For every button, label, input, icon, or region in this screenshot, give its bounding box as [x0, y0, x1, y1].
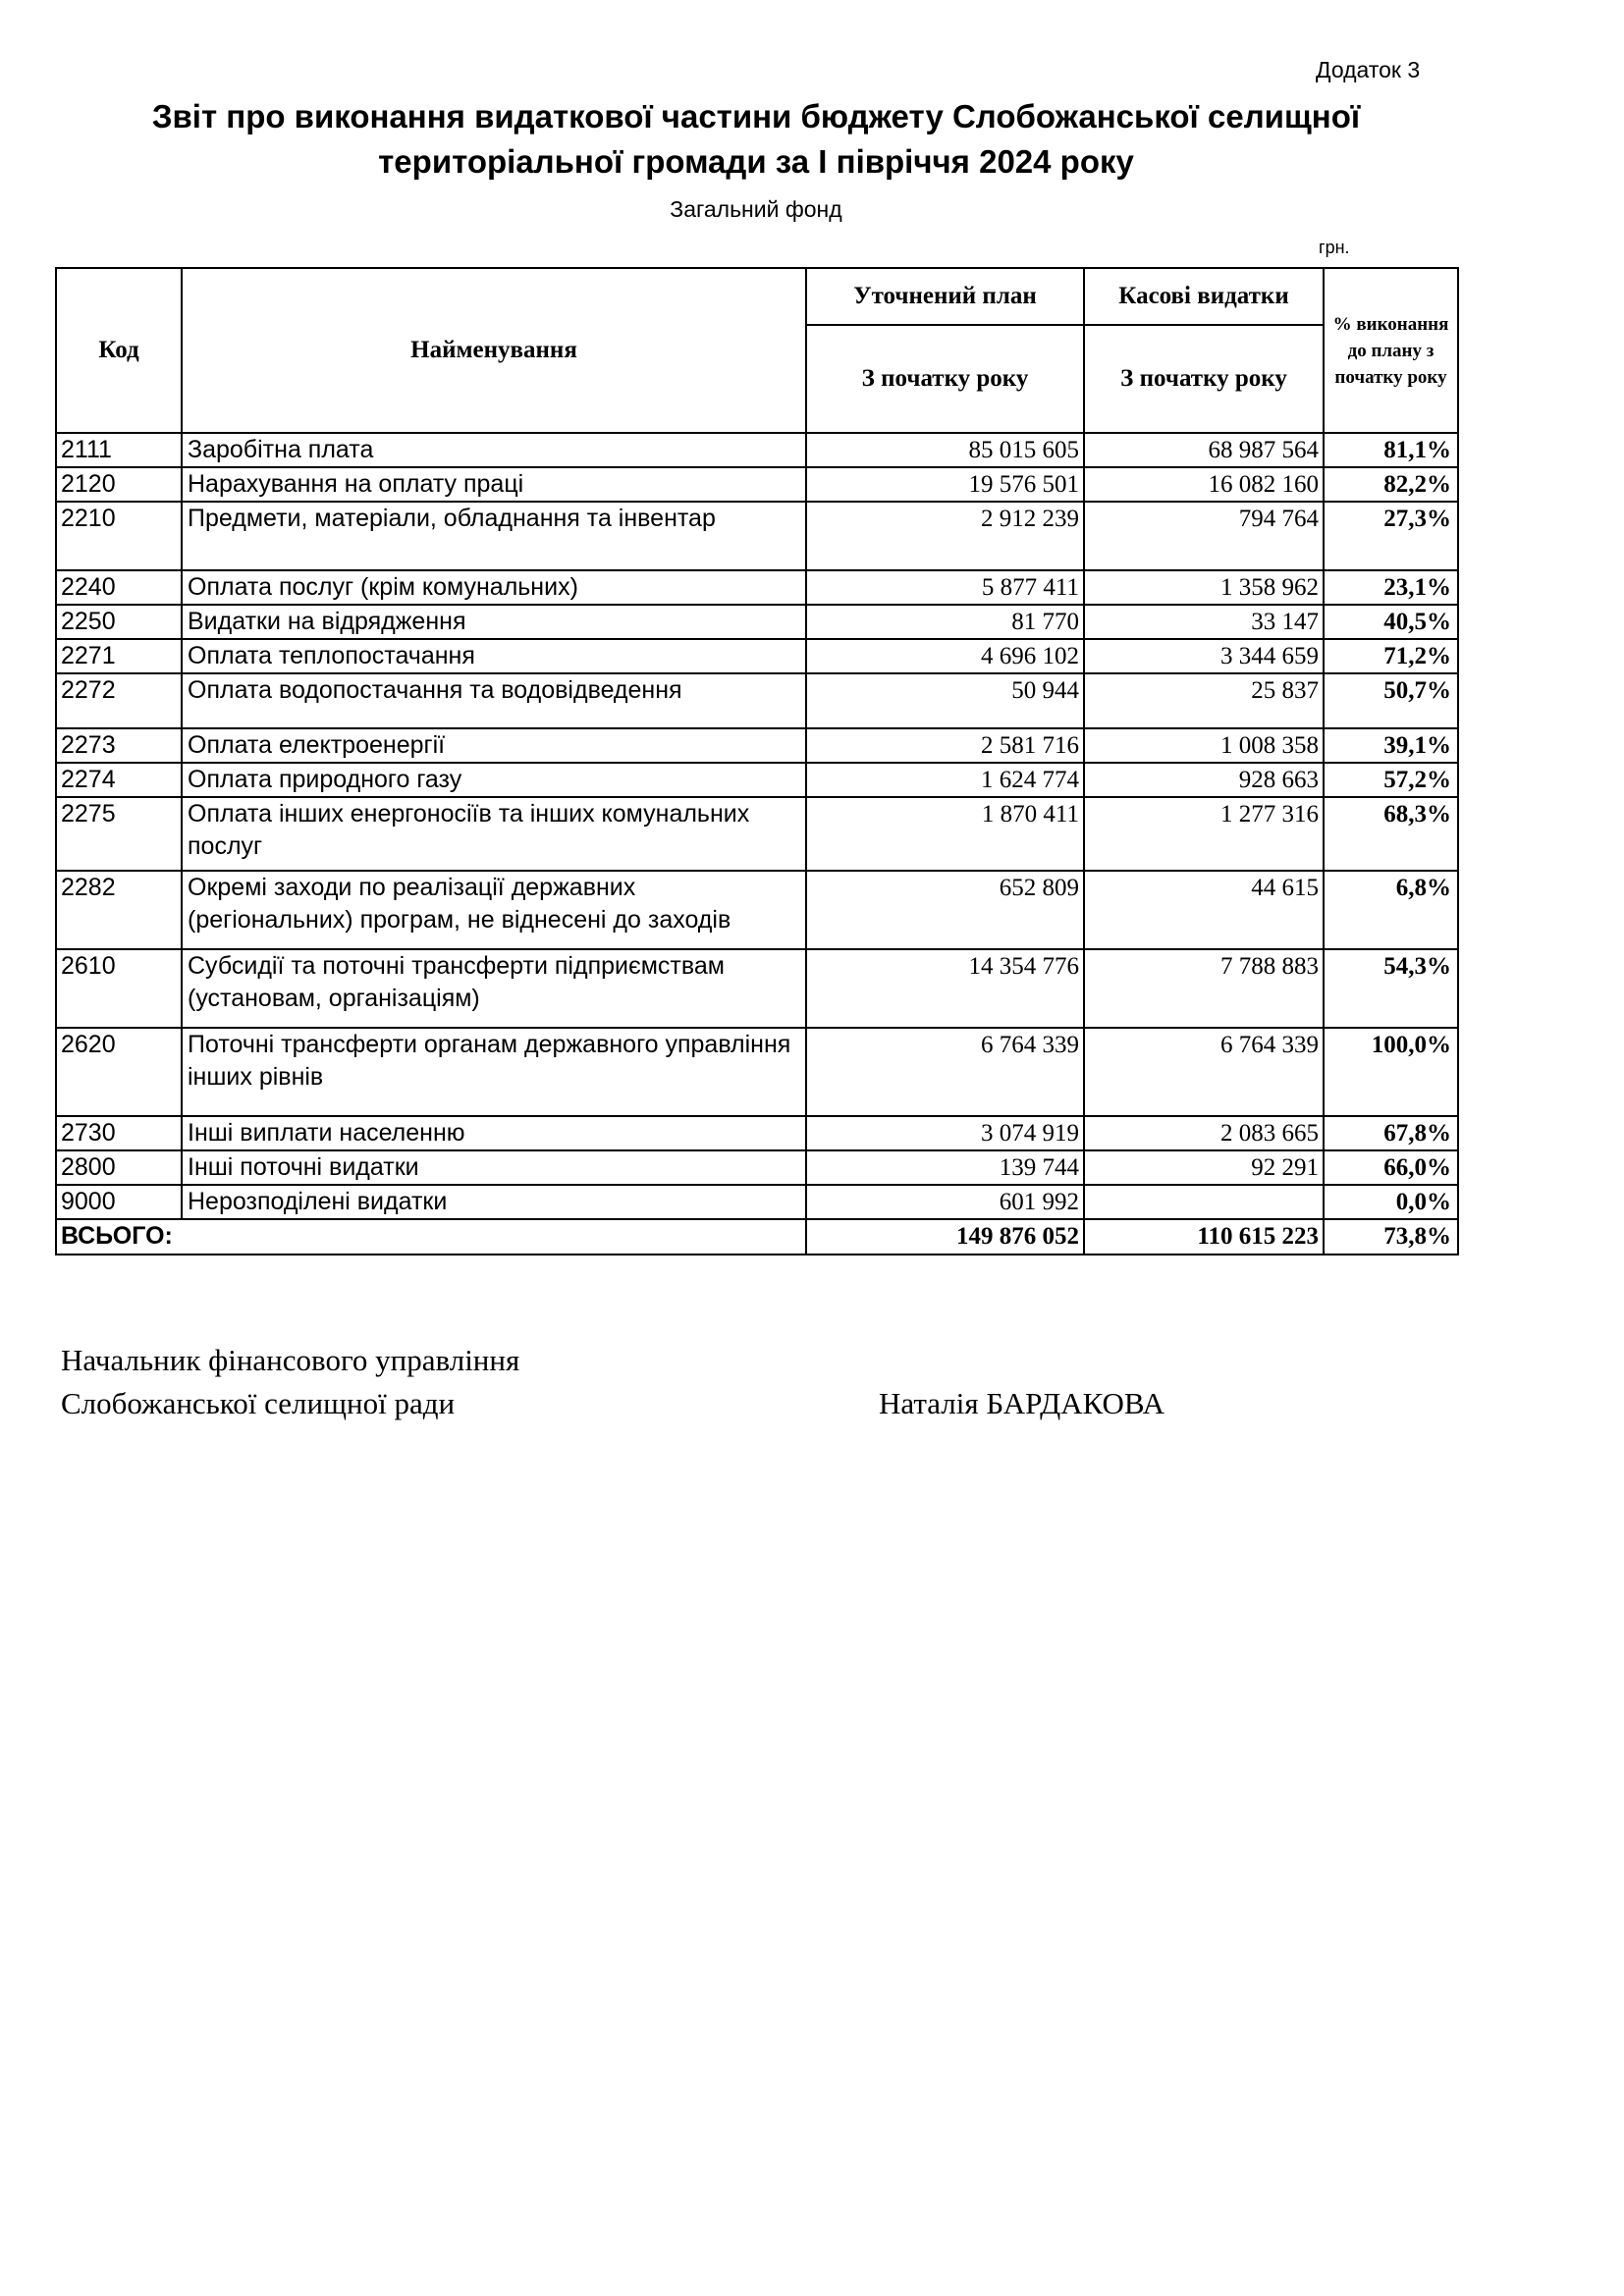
row-name: Предмети, матеріали, обладнання та інвентар — [182, 502, 806, 570]
signature-position — [61, 1339, 519, 1425]
row-code: 2120 — [56, 467, 182, 502]
row-plan: 5 877 411 — [806, 570, 1084, 605]
row-code: 2250 — [56, 605, 182, 639]
row-spent: 33 147 — [1084, 605, 1324, 639]
total-row — [56, 1219, 1458, 1255]
row-plan: 652 809 — [806, 871, 1084, 949]
row-percent: 40,5% — [1324, 605, 1458, 639]
signature-line-1: Начальник фінансового управління — [61, 1343, 520, 1377]
row-name: Нарахування на оплату праці — [182, 467, 806, 502]
row-percent: 100,0% — [1324, 1028, 1458, 1116]
table-row — [56, 605, 1458, 639]
table-row — [56, 467, 1458, 502]
currency-unit: грн. — [1319, 238, 1350, 257]
row-percent: 57,2% — [1324, 763, 1458, 797]
row-spent: 928 663 — [1084, 763, 1324, 797]
row-plan: 3 074 919 — [806, 1116, 1084, 1150]
fund-label: Загальний фонд — [670, 196, 842, 222]
row-code: 2282 — [56, 871, 182, 949]
row-name: Оплата електроенергії — [182, 728, 806, 763]
row-percent: 50,7% — [1324, 673, 1458, 728]
row-code: 2274 — [56, 763, 182, 797]
row-spent: 1 358 962 — [1084, 570, 1324, 605]
row-percent: 82,2% — [1324, 467, 1458, 502]
row-percent: 68,3% — [1324, 797, 1458, 871]
row-name: Заробітна плата — [182, 433, 806, 467]
row-name: Оплата теплопостачання — [182, 639, 806, 673]
row-code: 2272 — [56, 673, 182, 728]
row-percent: 6,8% — [1324, 871, 1458, 949]
row-plan: 2 912 239 — [806, 502, 1084, 570]
table-body — [56, 433, 1458, 1219]
table-row — [56, 1185, 1458, 1219]
header-plan-sub: З початку року — [806, 325, 1084, 433]
header-spent-sub: З початку року — [1084, 325, 1324, 433]
row-name: Оплата послуг (крім комунальних) — [182, 570, 806, 605]
signature-line-2: Слобожанської селищної ради — [61, 1386, 456, 1420]
table-row — [56, 502, 1458, 570]
row-plan: 19 576 501 — [806, 467, 1084, 502]
row-percent: 39,1% — [1324, 728, 1458, 763]
header-code: Код — [56, 268, 182, 433]
row-percent: 66,0% — [1324, 1150, 1458, 1185]
row-plan: 1 870 411 — [806, 797, 1084, 871]
row-code: 2271 — [56, 639, 182, 673]
table-row — [56, 433, 1458, 467]
row-spent: 1 008 358 — [1084, 728, 1324, 763]
row-name: Інші поточні видатки — [182, 1150, 806, 1185]
row-name: Оплата водопостачання та водовідведення — [182, 673, 806, 728]
row-percent: 71,2% — [1324, 639, 1458, 673]
header-spent: Касові видатки — [1084, 268, 1324, 325]
table-row — [56, 949, 1458, 1028]
row-name: Оплата природного газу — [182, 763, 806, 797]
table-row — [56, 1150, 1458, 1185]
row-spent: 25 837 — [1084, 673, 1324, 728]
row-name: Нерозподілені видатки — [182, 1185, 806, 1219]
total-plan: 149 876 052 — [806, 1219, 1084, 1255]
row-plan: 85 015 605 — [806, 433, 1084, 467]
table-row — [56, 763, 1458, 797]
title-line-1: Звіт про виконання видаткової частини бюджету Слобожанської селищної — [151, 98, 1361, 134]
row-plan: 2 581 716 — [806, 728, 1084, 763]
expenditure-table — [55, 267, 1459, 1255]
row-name: Видатки на відрядження — [182, 605, 806, 639]
row-percent: 54,3% — [1324, 949, 1458, 1028]
row-plan: 81 770 — [806, 605, 1084, 639]
row-spent: 7 788 883 — [1084, 949, 1324, 1028]
row-code: 2240 — [56, 570, 182, 605]
row-spent: 92 291 — [1084, 1150, 1324, 1185]
row-plan: 14 354 776 — [806, 949, 1084, 1028]
table-row — [56, 639, 1458, 673]
row-percent: 0,0% — [1324, 1185, 1458, 1219]
title-line-2: територіальної громади за І півріччя 2024 року — [378, 143, 1134, 180]
row-name: Поточні трансферти органам державного управління інших рівнів — [182, 1028, 806, 1116]
row-percent: 67,8% — [1324, 1116, 1458, 1150]
row-spent: 16 082 160 — [1084, 467, 1324, 502]
row-code: 9000 — [56, 1185, 182, 1219]
table-row — [56, 1116, 1458, 1150]
row-code: 2730 — [56, 1116, 182, 1150]
total-percent: 73,8% — [1324, 1219, 1458, 1255]
row-percent: 81,1% — [1324, 433, 1458, 467]
row-plan: 4 696 102 — [806, 639, 1084, 673]
annex-label: Додаток 3 — [1316, 57, 1421, 82]
table-row — [56, 1028, 1458, 1116]
row-spent — [1084, 1185, 1324, 1219]
row-spent: 794 764 — [1084, 502, 1324, 570]
row-percent: 23,1% — [1324, 570, 1458, 605]
row-name: Оплата інших енергоносіїв та інших комунальних послуг — [182, 797, 806, 871]
total-label: ВСЬОГО: — [56, 1219, 806, 1255]
header-plan: Уточнений план — [806, 268, 1084, 325]
row-spent: 2 083 665 — [1084, 1116, 1324, 1150]
row-code: 2610 — [56, 949, 182, 1028]
row-name: Субсидії та поточні трансферти підприємствам (установам, організаціям) — [182, 949, 806, 1028]
row-spent: 3 344 659 — [1084, 639, 1324, 673]
row-plan: 1 624 774 — [806, 763, 1084, 797]
row-percent: 27,3% — [1324, 502, 1458, 570]
row-spent: 44 615 — [1084, 871, 1324, 949]
row-code: 2275 — [56, 797, 182, 871]
row-spent: 68 987 564 — [1084, 433, 1324, 467]
row-name: Інші виплати населенню — [182, 1116, 806, 1150]
row-name: Окремі заходи по реалізації державних (регіональних) програм, не віднесені до заходів — [182, 871, 806, 949]
row-spent: 1 277 316 — [1084, 797, 1324, 871]
row-plan: 6 764 339 — [806, 1028, 1084, 1116]
signature-name: Наталія БАРДАКОВА — [879, 1386, 1165, 1420]
total-spent: 110 615 223 — [1084, 1219, 1324, 1255]
table-row — [56, 673, 1458, 728]
table-row — [56, 570, 1458, 605]
row-plan: 50 944 — [806, 673, 1084, 728]
row-plan: 601 992 — [806, 1185, 1084, 1219]
header-name: Найменування — [182, 268, 806, 433]
row-code: 2273 — [56, 728, 182, 763]
table-row — [56, 797, 1458, 871]
row-code: 2620 — [56, 1028, 182, 1116]
header-percent: % виконання до плану з початку року — [1324, 268, 1458, 433]
row-code: 2800 — [56, 1150, 182, 1185]
table-row — [56, 728, 1458, 763]
row-code: 2111 — [56, 433, 182, 467]
row-plan: 139 744 — [806, 1150, 1084, 1185]
row-spent: 6 764 339 — [1084, 1028, 1324, 1116]
table-row — [56, 871, 1458, 949]
report-title — [59, 94, 1453, 185]
row-code: 2210 — [56, 502, 182, 570]
